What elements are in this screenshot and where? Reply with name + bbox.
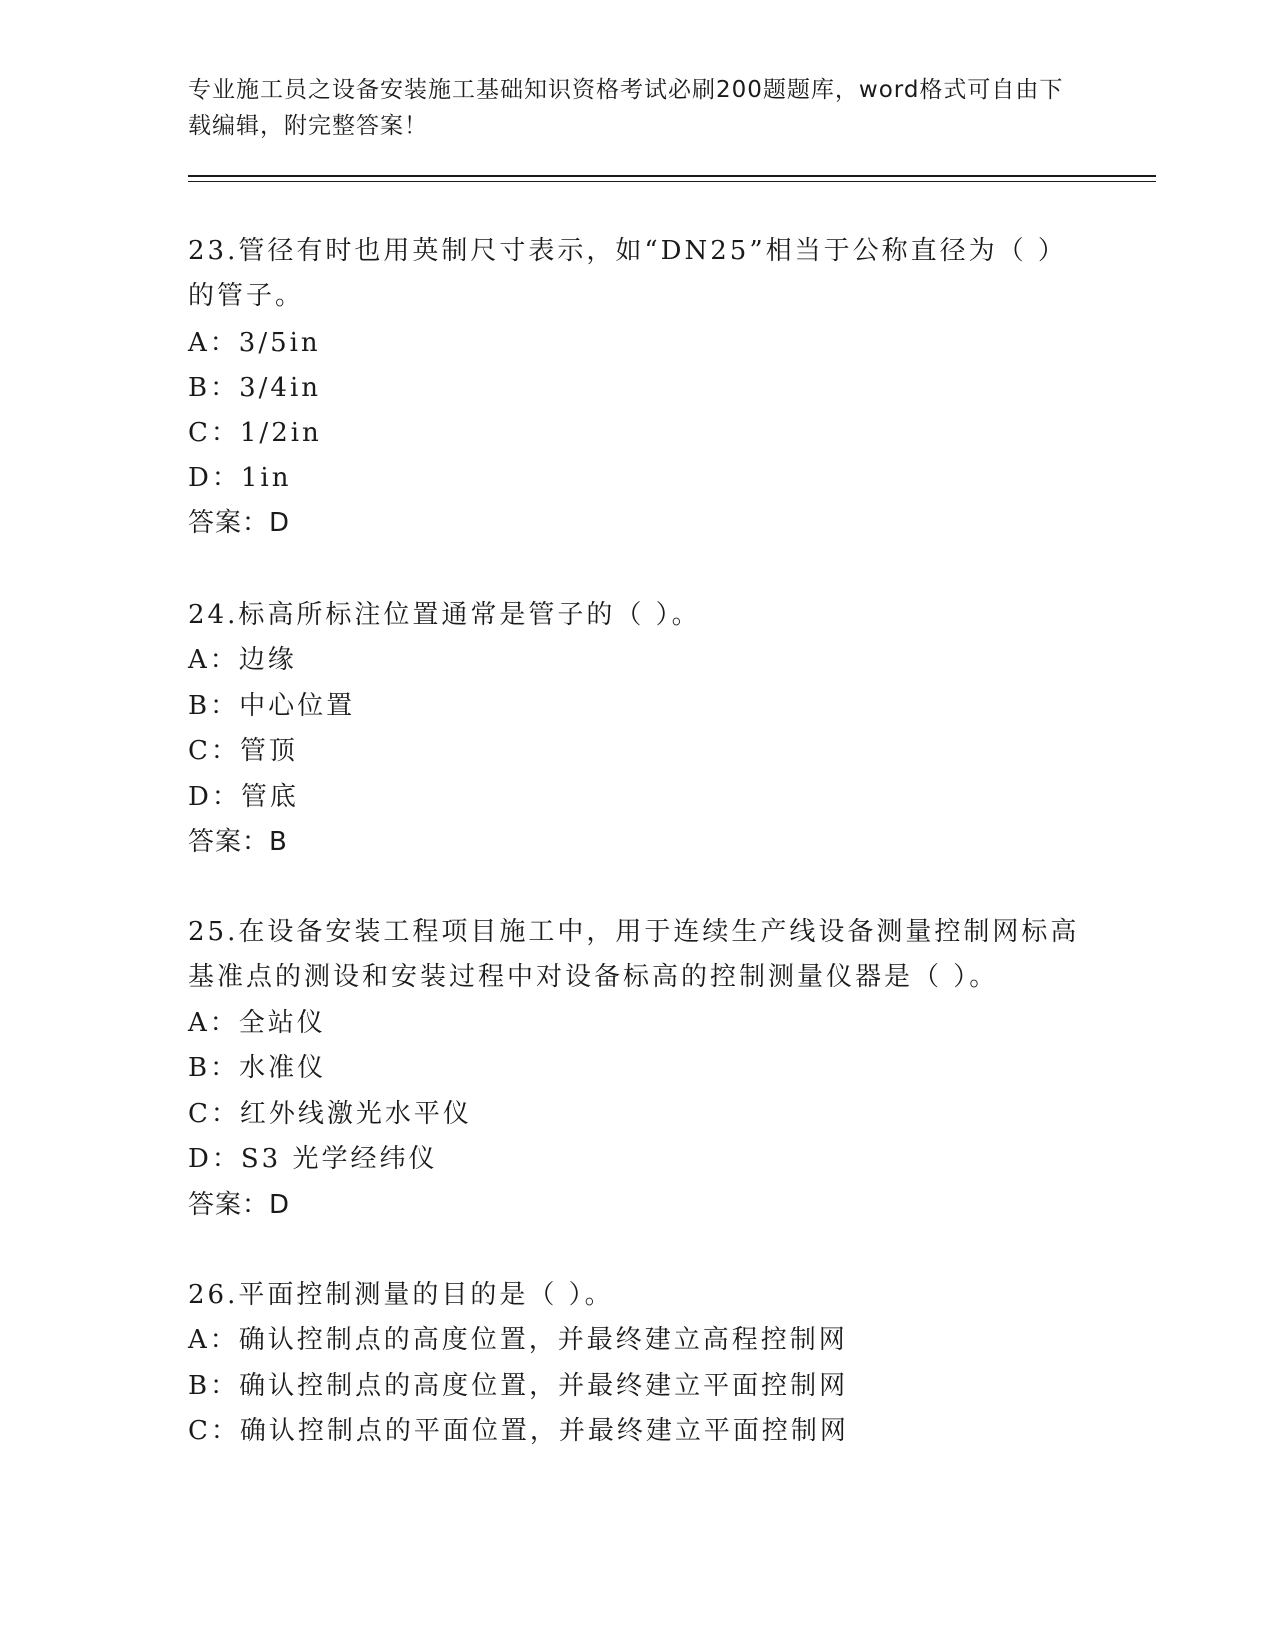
question-24-stem-line1: 24.标高所标注位置通常是管子的（ ）。: [188, 600, 701, 630]
question-26-option-c: C：确认控制点的平面位置，并最终建立平面控制网: [188, 1416, 849, 1446]
question-23-option-b: B：3/4in: [188, 373, 322, 403]
question-25-stem-line1: 25.在设备安装工程项目施工中，用于连续生产线设备测量控制网标高: [188, 917, 1080, 947]
question-23-answer: 答案：D: [188, 508, 291, 538]
header-divider-thin: [188, 181, 1156, 182]
question-25-answer: 答案：D: [188, 1190, 291, 1220]
question-23-stem-line2: 的管子。: [188, 281, 305, 311]
question-25-option-d: D：S3 光学经纬仪: [188, 1144, 438, 1174]
question-25-option-c: C：红外线激光水平仪: [188, 1099, 472, 1129]
question-23-option-c: C：1/2in: [188, 418, 322, 448]
question-26-option-a: A：确认控制点的高度位置，并最终建立高程控制网: [188, 1325, 848, 1355]
question-25-stem-line2: 基准点的测设和安装过程中对设备标高的控制测量仪器是（ ）。: [188, 962, 999, 992]
question-24-option-a: A：边缘: [188, 645, 297, 675]
question-24-option-b: B：中心位置: [188, 691, 356, 721]
document-header: 专业施工员之设备安装施工基础知识资格考试必刷200题题库，word格式可自由下载编辑，附完整答案！: [188, 77, 1064, 139]
question-23-stem-line1: 23.管径有时也用英制尺寸表示，如“DN25”相当于公称直径为（ ）: [188, 236, 1067, 266]
header-divider: [188, 175, 1156, 177]
question-25-option-b: B：水准仪: [188, 1053, 327, 1083]
question-23-option-d: D：1in: [188, 463, 292, 493]
question-23-option-a: A：3/5in: [188, 328, 321, 358]
question-24-option-c: C：管顶: [188, 736, 298, 766]
question-24-option-d: D：管底: [188, 782, 299, 812]
question-24-answer: 答案：B: [188, 827, 288, 857]
question-25-option-a: A：全站仪: [188, 1008, 326, 1038]
question-26-stem-line1: 26.平面控制测量的目的是（ ）。: [188, 1280, 614, 1310]
question-26-option-b: B：确认控制点的高度位置，并最终建立平面控制网: [188, 1371, 849, 1401]
